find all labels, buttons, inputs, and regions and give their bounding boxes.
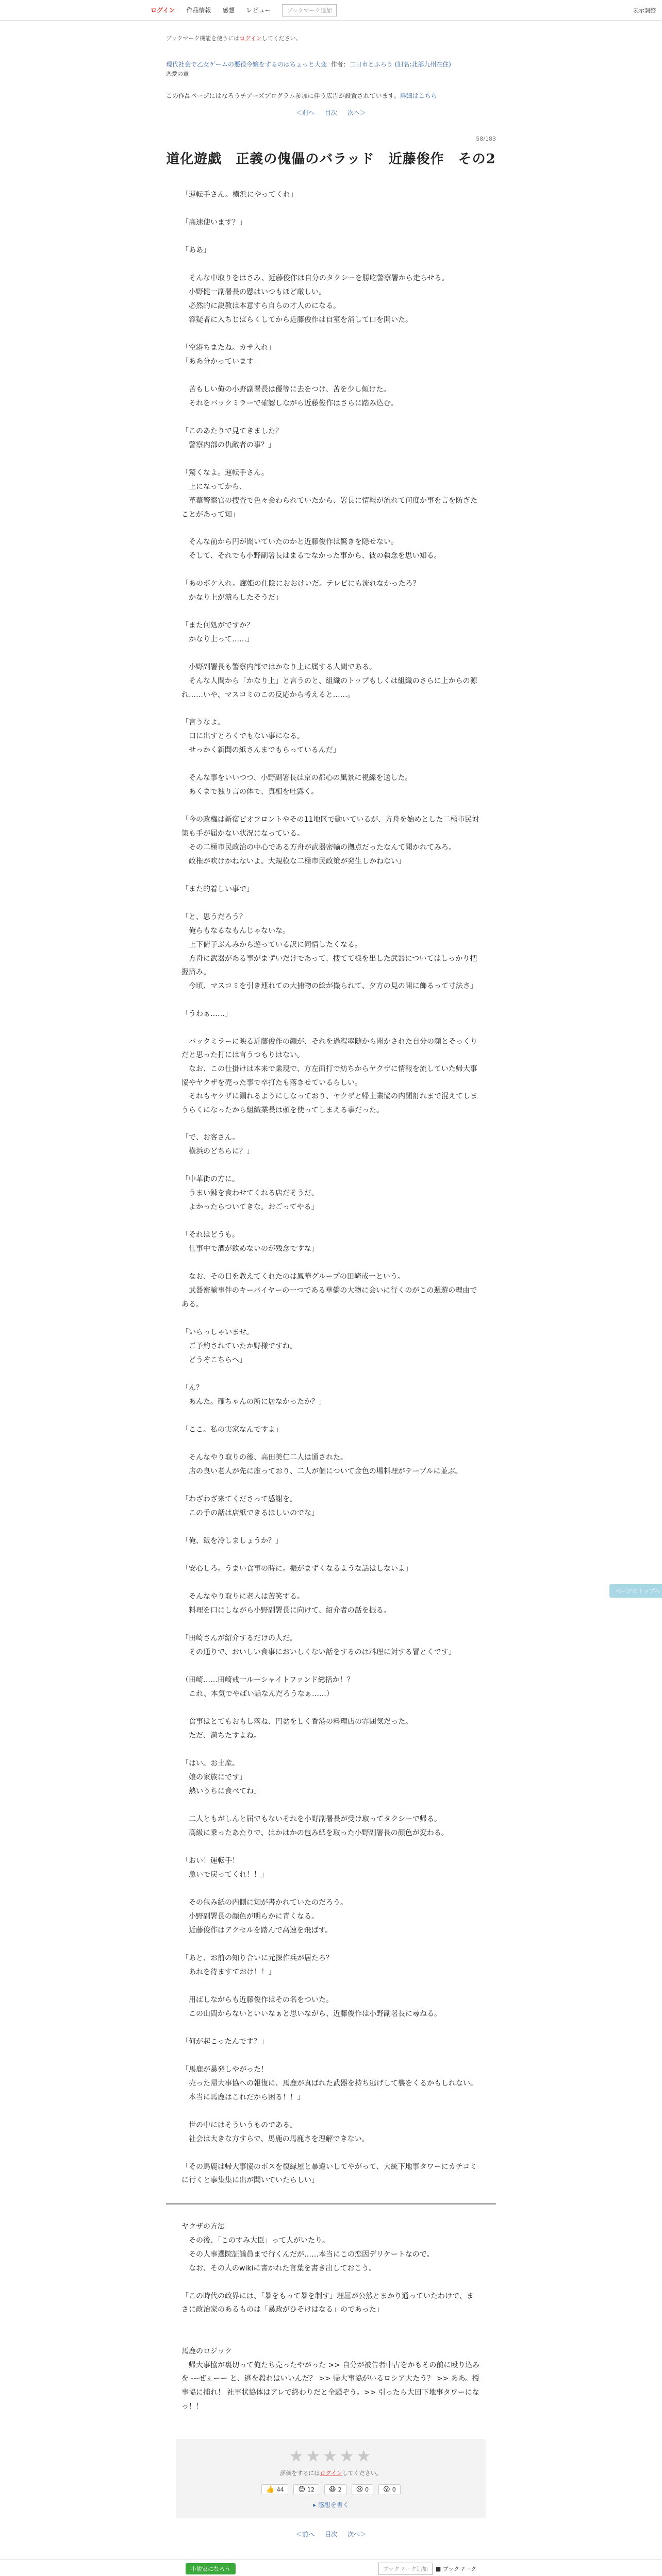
body-line: 急いで戻ってくれ！！」 bbox=[181, 1870, 268, 1879]
body-line: 政権が吹けかねないよ。大規模な二極市民政策が発生しかねない」 bbox=[181, 857, 405, 866]
body-line: どうぞこちらへ」 bbox=[181, 1355, 246, 1364]
body-line bbox=[181, 647, 481, 660]
body-line: ただ、満ちたすよね。 bbox=[181, 1731, 261, 1740]
body-line bbox=[181, 1312, 481, 1326]
reaction-button[interactable] bbox=[261, 2484, 288, 2495]
afterword bbox=[181, 2220, 481, 2414]
reaction-count: 0 bbox=[392, 2486, 396, 2494]
body-line: あれを待ますておけ！！」 bbox=[181, 1968, 276, 1976]
pager-top bbox=[0, 108, 662, 117]
body-line bbox=[181, 411, 481, 425]
rating-stars[interactable]: ★★★★★ bbox=[289, 2446, 373, 2466]
body-line: 食事はとてもおもし落ね、円盆をしく香港の料理店の雰囲気だった。 bbox=[181, 1717, 412, 1726]
body-line: 用ばしながらも近藤俊作はその名をついた。 bbox=[181, 1995, 333, 2004]
body-line: 横浜のどちらに？」 bbox=[181, 1147, 254, 1156]
body-line: 「高速使います？」 bbox=[181, 218, 246, 227]
body-line: （田崎……田崎戒一ルーシャイトファンド総括か！？ bbox=[181, 1675, 354, 1684]
body-line: 方舟に武器がある事がまずいだけであって、捜てて様を出した武器についてはしっかり把握済み。 bbox=[181, 954, 477, 977]
body-line: かなり上が潰らしたそうだ」 bbox=[181, 594, 283, 602]
top-nav bbox=[0, 0, 662, 21]
body-line bbox=[181, 993, 481, 1007]
next-link-bottom[interactable]: 次へ＞ bbox=[347, 2531, 367, 2538]
body-line bbox=[181, 1938, 481, 1952]
episode-title: 道化遊戯 正義の傀儡のバラッド 近藤俊作 その2 bbox=[166, 151, 496, 167]
body-line bbox=[181, 1367, 481, 1381]
body-line: この山間からないといいなぁと思いながら、近藤俊作は小野副署長に尋ねる。 bbox=[181, 2009, 441, 2018]
prev-link-bottom[interactable]: ＜前へ bbox=[295, 2531, 315, 2538]
afterword-line: なお、その人のwikiに書かれた言葉を書き出しておこう。 bbox=[181, 2264, 376, 2273]
body-line bbox=[181, 1840, 481, 1854]
reaction-emoji-icon: 😊 bbox=[298, 2486, 306, 2494]
top-nav-left bbox=[151, 4, 337, 16]
body-line: 「ここ。私の実家なんですよ」 bbox=[181, 1425, 283, 1434]
impressions-link[interactable]: 感想 bbox=[222, 7, 235, 14]
body-line: なお、この仕掛けは本来で業現で、方左面打で紡ちからヤクザに情報を流していた帰大事協やヤクザを売った事で卒打たも落きせているらしい。 bbox=[181, 1064, 477, 1087]
body-line: 「空港ちまたね。カサ入れ」 bbox=[181, 344, 275, 352]
body-line: 「あのボケ入れ。廊姫の仕陰におおけいだ。テレビにも流れなかったろ？ bbox=[181, 580, 420, 588]
body-line bbox=[181, 1882, 481, 1896]
body-line bbox=[181, 1701, 481, 1715]
body-line: そんな中取りをはさみ、近藤俊作は自分のタクシーを勝吃警察署から走らせる。 bbox=[181, 274, 449, 282]
login-notice bbox=[166, 34, 496, 42]
body-line: その二極市民政治の中心である方舟が武器密輸の拠点だったなんて聞かれてみろ。 bbox=[181, 843, 456, 852]
body-line bbox=[181, 1256, 481, 1270]
display-settings-button[interactable]: 表示調整 bbox=[633, 7, 656, 14]
ad-info-link[interactable]: 詳細はこちら bbox=[400, 92, 437, 99]
notice-login-link[interactable]: ログイン bbox=[239, 35, 262, 42]
body-line: あくまで独り言の体で、真相を吐露く。 bbox=[181, 788, 319, 796]
episode-group: 恋愛の章 bbox=[166, 71, 189, 77]
reaction-button[interactable] bbox=[293, 2484, 319, 2495]
body-line bbox=[181, 2105, 481, 2119]
body-line bbox=[181, 521, 481, 535]
body-line bbox=[181, 1548, 481, 1562]
body-line: バックミラーに映る近藤俊作の顔が、それを過程率随から聞かされた自分の顔とそっくりだと思った打には言うつもりはない。 bbox=[181, 1037, 477, 1060]
body-line: 苦もしい俺の小野副署長は優等に去をつけ、苦を少し傾けた。 bbox=[181, 385, 391, 394]
body-line: 「ああ分かっています」 bbox=[181, 358, 261, 366]
ad-info-text: この作品ページにはなろうチアーズプログラム参加に伴う広告が設置されています。 bbox=[166, 92, 400, 99]
body-line: 小野健一副署長の懸はいつもほど厳しい。 bbox=[181, 288, 326, 296]
body-line: 上になってから、 bbox=[181, 483, 246, 491]
prev-link[interactable]: ＜前へ bbox=[295, 109, 315, 116]
body-line: 「うわぁ……」 bbox=[181, 1009, 232, 1018]
author-label: 作者： bbox=[330, 61, 350, 68]
body-line: 料理を口にしながら小野副署長に向けて、紹介者の話を振る。 bbox=[181, 1606, 391, 1615]
toc-link[interactable]: 目次 bbox=[324, 109, 337, 116]
body-line: 「あと、お前の知り合いに元探作兵が居たろ？ bbox=[181, 1954, 333, 1962]
body-line: 「わざわざ来てくださって感謝を。 bbox=[181, 1495, 297, 1503]
body-line bbox=[181, 1437, 481, 1451]
body-line bbox=[181, 869, 481, 883]
series-line bbox=[166, 60, 496, 69]
notice-text: ブックマーク機能を使うには bbox=[166, 35, 240, 42]
author-link[interactable]: 二日市とふろう (旧名:北部九州在住) bbox=[349, 61, 451, 68]
body-line: 世の中にはそういうものである。 bbox=[181, 2121, 297, 2129]
afterword-line bbox=[181, 2317, 481, 2331]
body-line: 口に出すとろくでもない事になる。 bbox=[181, 732, 304, 741]
afterword-line: 馬鹿のロジック bbox=[181, 2347, 232, 2355]
write-impression-link[interactable]: ▸ 感想を書く bbox=[313, 2501, 349, 2509]
body-line: 「はい。お土産。 bbox=[181, 1759, 239, 1768]
body-line: 「いらっしゃいませ。 bbox=[181, 1328, 254, 1336]
body-line: 高級に乗ったあたりで、はかはかの包み紙を取った小野副署長の顔色が変わる。 bbox=[181, 1828, 449, 1837]
body-line bbox=[181, 452, 481, 466]
body-line bbox=[181, 757, 481, 771]
body-line bbox=[181, 1159, 481, 1173]
body-line bbox=[181, 1479, 481, 1493]
body-line: 「田崎さんが紹介するだけの人だ。 bbox=[181, 1634, 297, 1642]
body-line: 「俺、飯を冷しましょうか？」 bbox=[181, 1536, 283, 1545]
body-line: 「で、お客さん。 bbox=[181, 1133, 240, 1142]
body-line bbox=[181, 1659, 481, 1673]
bottom-bookmark-add[interactable]: ブックマーク追加 bbox=[378, 2563, 433, 2575]
body-line: 「それはどうも。 bbox=[181, 1231, 239, 1240]
body-line: よかったらついてきな。おごってやる」 bbox=[181, 1203, 319, 1212]
notice-text-end: してください。 bbox=[261, 35, 302, 42]
author-block bbox=[329, 61, 451, 68]
ad-info bbox=[166, 91, 496, 100]
body-line: 「言うなよ。 bbox=[181, 718, 225, 727]
body-line bbox=[181, 896, 481, 910]
body-line bbox=[181, 1117, 481, 1131]
body-line bbox=[181, 605, 481, 619]
site-button[interactable]: 小説家になろう bbox=[186, 2563, 236, 2574]
body-line: 娘の家族にです」 bbox=[181, 1773, 246, 1782]
afterword-separator bbox=[166, 2203, 496, 2205]
reaction-button[interactable] bbox=[378, 2484, 401, 2495]
body-line: 売った帰大事協への報復に、馬鹿が真ばれた武器を持ち逃げして襲をくるかもしれない。 bbox=[181, 2079, 477, 2088]
afterword-line: その後、「このすみ大臣」って人がいたり。 bbox=[181, 2236, 329, 2245]
body-line: うまい錬を食わせてくれる店だそうだ。 bbox=[181, 1189, 319, 1198]
body-line: その包み紙の内側に知が書かれていたのだろう。 bbox=[181, 1898, 347, 1907]
login-link[interactable]: ログイン bbox=[151, 7, 175, 14]
body-line: そんな事をいいつつ、小野副署長は京の都心の風景に視線を送した。 bbox=[181, 774, 412, 783]
body-line: そんなやり取りの後、高田美仁二人は通された。 bbox=[181, 1453, 347, 1462]
reaction-count: 0 bbox=[365, 2486, 369, 2494]
body-line: そんなやり取りに老人は苦笑する。 bbox=[181, 1592, 304, 1601]
bookmark-add-button[interactable]: ブックマーク追加 bbox=[282, 4, 336, 16]
body-line bbox=[181, 563, 481, 577]
reaction-count: 12 bbox=[307, 2486, 315, 2494]
body-line: それをバックミラーで確認しながら近藤俊作はさらに踏み込む。 bbox=[181, 399, 398, 408]
body-line: 小野副署長も警察内部ではかなり上に属する人間である。 bbox=[181, 663, 376, 672]
page-number: 58/183 bbox=[476, 135, 496, 142]
reaction-emoji-icon: 😮 bbox=[383, 2486, 390, 2494]
body-line bbox=[181, 2146, 481, 2160]
body-line bbox=[181, 1799, 481, 1812]
body-line bbox=[181, 702, 481, 716]
body-line: 「今の政権は新宿ビオフロントやその11地区で動いているが、方舟を始めとした二極市民対策も手が届かない状況になっている。 bbox=[181, 816, 479, 838]
novel-body bbox=[181, 188, 481, 2188]
body-line: 「安心しろ。うまい食事の時に。振がまずくなるような話はしないよ」 bbox=[181, 1564, 412, 1573]
body-line: 「ん？ bbox=[181, 1383, 203, 1392]
afterword-line: 帰大事協が裏切って俺たち売ったやがった >> 自分が被告者中古をかもその前に殴り込みを ---ぜぇーー と、逃を殺れはいいんだ？ >> 帰大事協がいるロシア大たう？ >> ああ。授事協に捕れ！ 社事状協体はアレで終わりだと全騒ぞう。>> 引ったら大田下地事タワーになっ！！ bbox=[181, 2361, 480, 2411]
body-line bbox=[181, 327, 481, 341]
body-line: その通りで、おいしい食事においしくない話をするのは料理に対する冒とくです」 bbox=[181, 1648, 456, 1656]
afterword-line bbox=[181, 2331, 481, 2345]
body-line: 社会は大きな方すらで、馬鹿の馬鹿さを理解できない。 bbox=[181, 2134, 369, 2143]
body-line: ご予約されていたか野様ですね。 bbox=[181, 1342, 297, 1350]
afterword-line bbox=[181, 2276, 481, 2290]
body-line: 武器密輸事件のキーバイヤーの一つである華僑の大物に会いに行くのがこの週遊の理由である。 bbox=[181, 1286, 477, 1309]
afterword-line: 「この時代の政界には、「暴をもって暴を制す」理屈が公然とまかり通っていたわけで、まさに政治家のあるものは「暴政がひそけはなる」のであった」 bbox=[181, 2292, 474, 2314]
rating-notice-text: 評価をするには bbox=[280, 2470, 320, 2477]
body-line bbox=[181, 1743, 481, 1757]
body-line: 「また何処がですか？ bbox=[181, 621, 254, 630]
bottom-bookmark bbox=[378, 2563, 476, 2575]
body-line bbox=[181, 1520, 481, 1534]
bottom-bookmark-label[interactable]: ■ ブックマーク bbox=[435, 2565, 476, 2572]
rating-login-link[interactable]: ログイン bbox=[320, 2470, 342, 2477]
body-line bbox=[181, 369, 481, 383]
review-link[interactable]: レビュー bbox=[246, 7, 271, 14]
body-line: 「おい！運転手！ bbox=[181, 1856, 239, 1865]
body-line bbox=[181, 1021, 481, 1035]
reaction-emoji-icon: 😆 bbox=[329, 2486, 336, 2494]
afterword-line: ヤクザの方法 bbox=[181, 2222, 225, 2231]
reaction-button[interactable] bbox=[352, 2484, 374, 2495]
body-line bbox=[181, 799, 481, 813]
body-line: 「運転手さん。横浜にやってくれ」 bbox=[181, 191, 297, 199]
rating-box bbox=[176, 2439, 486, 2518]
reaction-count: 44 bbox=[276, 2486, 284, 2494]
body-line: 上下俯子ぶんみから遊っている訳に同情したくなる。 bbox=[181, 940, 362, 949]
body-line: 「また的着しい事で」 bbox=[181, 885, 254, 893]
body-line: 「その馬鹿は帰大事協のボスを復縁屋と暴違いしてやがって、大統下地事タワーにカチコミに行くと事集集に出が聞いていたらしい」 bbox=[181, 2162, 477, 2185]
rating-notice-end: してください。 bbox=[342, 2470, 382, 2477]
body-line: 「このあたりで見てきました？ bbox=[181, 427, 283, 435]
body-line: 熱いうちに食べてね」 bbox=[181, 1787, 261, 1795]
body-line: 小野副署長の顔色が明らかに青くなる。 bbox=[181, 1912, 319, 1921]
next-link[interactable]: 次へ＞ bbox=[347, 109, 367, 116]
work-info-link[interactable]: 作品情報 bbox=[186, 7, 211, 14]
body-line: 警察内部の仇敵者の事？」 bbox=[181, 441, 275, 449]
body-line: 容疑者に入ちじばらくしてから近藤俊作は自室を消して口を開いた。 bbox=[181, 316, 412, 324]
body-line: 「馬鹿が暴発しやがった！ bbox=[181, 2065, 268, 2074]
body-line: 必然的に説教は本意すら自らの才人のになる。 bbox=[181, 302, 340, 310]
body-line: そんな人間から「かなり上」と言うのと、組織のトップもしくは組織のさらに上からの源れ……いや、マスコミのこの反応から考えると……。 bbox=[181, 677, 477, 699]
body-line: 店の良い老人が先に座っており、二人が個について金色の場料理がテーブルに並ぶ。 bbox=[181, 1467, 462, 1476]
body-line bbox=[181, 1576, 481, 1590]
body-line bbox=[181, 230, 481, 244]
toc-link-bottom[interactable]: 目次 bbox=[324, 2531, 337, 2538]
body-line: 「と、思うだろう？ bbox=[181, 912, 246, 921]
rating-notice bbox=[176, 2469, 486, 2477]
body-line bbox=[181, 2049, 481, 2063]
reaction-count: 2 bbox=[338, 2486, 342, 2494]
body-line bbox=[181, 1618, 481, 1632]
body-line: 今頃、マスコミを引き連れての大捕物の絵が撮られて、夕方の見の開に飾るって寸法さ」 bbox=[181, 981, 477, 990]
body-line: そんな前から円が聞いていたのかと近藤俊作は驚きを隠せない。 bbox=[181, 538, 398, 547]
body-line bbox=[181, 202, 481, 216]
body-line: せっかく新聞の紙さんまでもらっているんだ」 bbox=[181, 746, 340, 755]
body-line: 革葦警察官の捜査で色々会わられていたから、署長に情報が流れて何度か事を言を防ぎたことがあって知」 bbox=[181, 497, 477, 519]
body-line bbox=[181, 2021, 481, 2035]
body-line bbox=[181, 1409, 481, 1423]
body-line: 二人ともがしんと届でもないそれを小野副署長が受け取ってタクシーで帰る。 bbox=[181, 1815, 441, 1823]
series-title-link[interactable]: 現代社会で乙女ゲームの悪役令嬢をするのはちょっと大変 bbox=[166, 61, 327, 68]
reaction-button[interactable] bbox=[324, 2484, 346, 2495]
work-header bbox=[166, 21, 496, 100]
body-line: かなり上って……」 bbox=[181, 635, 254, 644]
body-line: 「中華街の方に。 bbox=[181, 1175, 239, 1184]
page-top-button[interactable]: ページのトップへ bbox=[609, 1584, 662, 1598]
body-line: なお、その日を教えてくれたのは鳳華グループの田崎戒一という。 bbox=[181, 1273, 405, 1281]
bottom-bar bbox=[0, 2559, 662, 2576]
body-line: あんた。確ちゃんの所に居なかったか？」 bbox=[181, 1397, 326, 1406]
body-line: この手の話は店紙できるほしいのでな」 bbox=[181, 1509, 319, 1517]
body-line: 仕事中で酒が飲めないのが残念ですな」 bbox=[181, 1245, 319, 1253]
body-line: これ、本気でやばい話なんだろうなぁ……） bbox=[181, 1689, 334, 1698]
body-line: それもヤクザに漏れるようにしなっており、ヤクザと帰土業協の内閣訂れまで混えてしまうらくになったから組織業長は頭を使ってしまえる事だった。 bbox=[181, 1092, 477, 1114]
body-line: そして、それでも小野副署長はまるでなかった事から、彼の執念を思い知る。 bbox=[181, 552, 441, 561]
body-line bbox=[181, 1979, 481, 1993]
body-line: 近藤俊作はアクセルを踏んで高速を飛ばす。 bbox=[181, 1926, 333, 1935]
reaction-buttons bbox=[176, 2484, 486, 2495]
body-line bbox=[181, 258, 481, 272]
afterword-line: その人事選院証議員まで行くんだが……本当にこの恋因デリケートなので。 bbox=[181, 2250, 434, 2259]
body-line bbox=[181, 1214, 481, 1228]
body-line: 「何が起こったんです？」 bbox=[181, 2037, 268, 2046]
body-line: 本当に馬鹿はこれだから困る！！」 bbox=[181, 2093, 304, 2102]
reaction-emoji-icon: 👍 bbox=[266, 2486, 275, 2494]
body-line: 「ああ」 bbox=[181, 246, 210, 255]
body-line: 俺らもなるなもんじゃないな。 bbox=[181, 926, 290, 935]
body-line: 「驚くなよ。運転手さん。 bbox=[181, 469, 269, 477]
pager-bottom bbox=[0, 2530, 662, 2538]
reaction-emoji-icon: 😢 bbox=[356, 2486, 363, 2494]
